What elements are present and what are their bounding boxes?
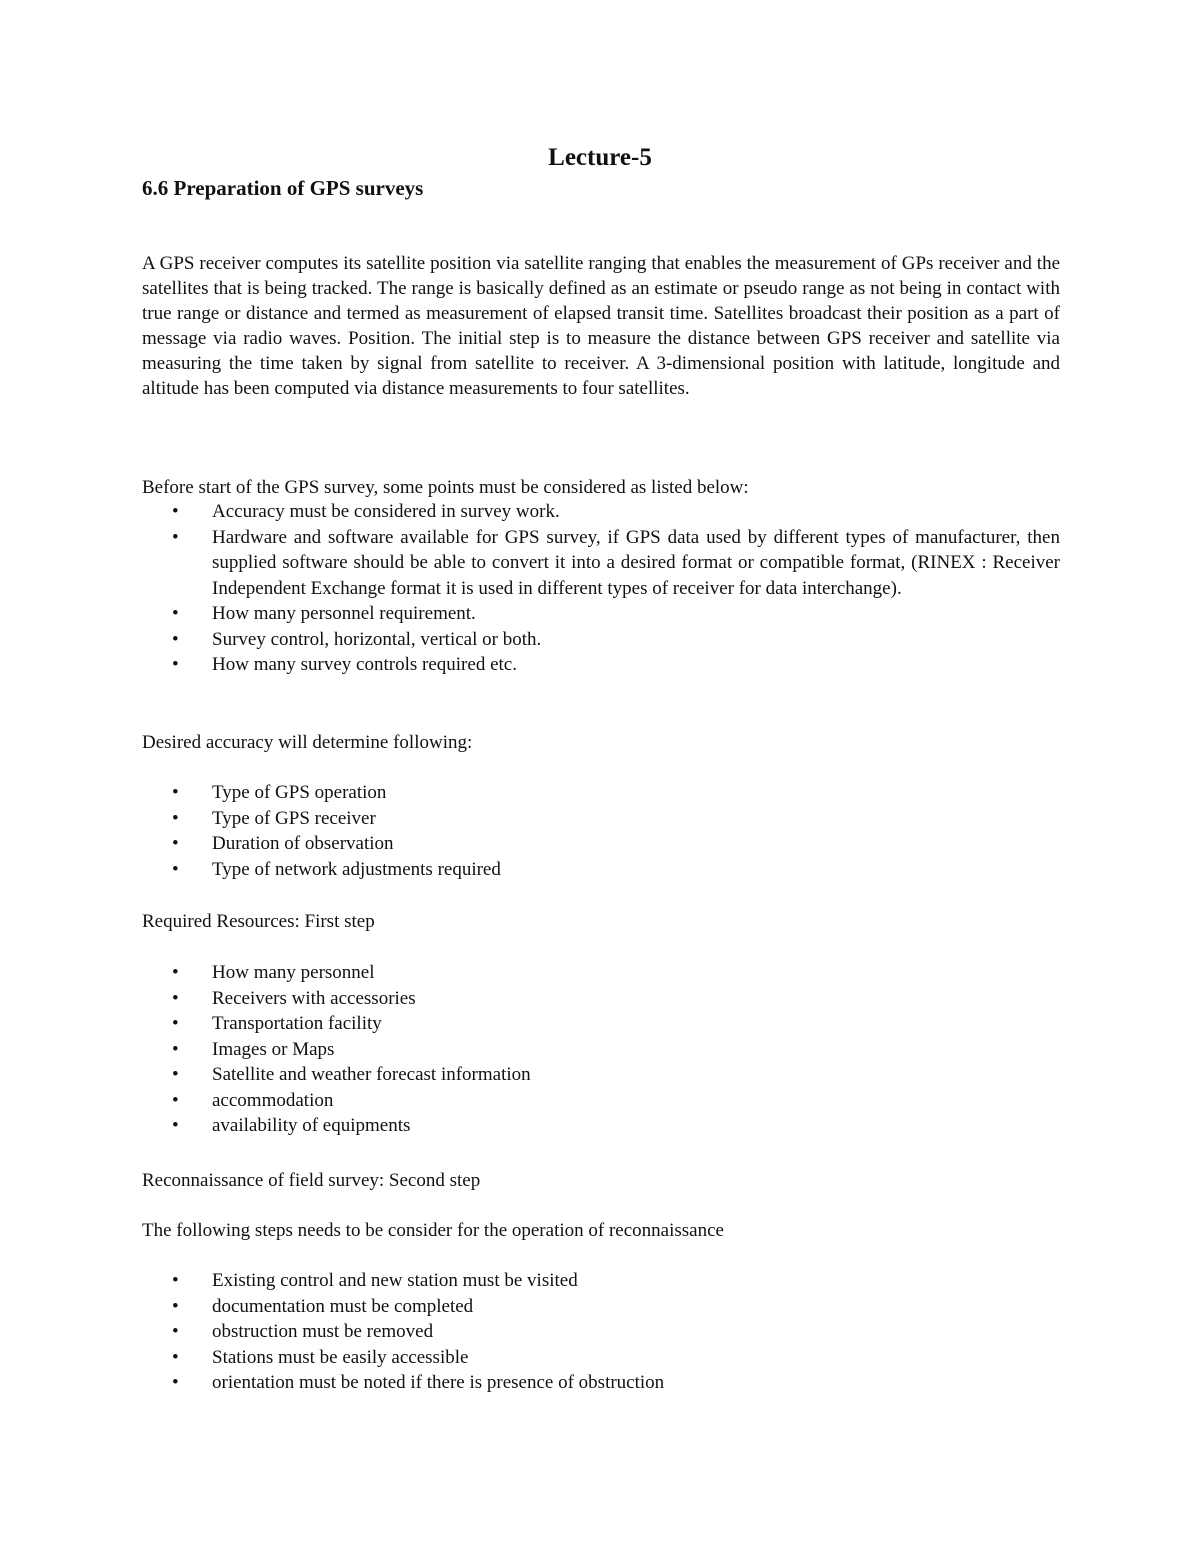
considerations-list	[142, 499, 1060, 678]
recon-list	[142, 1268, 1060, 1396]
list-item: • Satellite and weather forecast information	[142, 1062, 1060, 1088]
list-item: • Transportation facility	[142, 1011, 1060, 1037]
list-item: • obstruction must be removed	[142, 1319, 1060, 1345]
list-item: • Type of GPS operation	[142, 780, 1060, 806]
list-item: • Accuracy must be considered in survey work.	[142, 499, 1060, 525]
list-item: • How many personnel requirement.	[142, 601, 1060, 627]
list-item: • Survey control, horizontal, vertical or both.	[142, 627, 1060, 653]
list-item: • Receivers with accessories	[142, 986, 1060, 1012]
accuracy-intro: Desired accuracy will determine following:	[142, 732, 473, 753]
list-item: • orientation must be noted if there is presence of obstruction	[142, 1370, 1060, 1396]
resources-list	[142, 960, 1060, 1139]
lecture-title: Lecture-5	[548, 144, 652, 171]
page-title	[0, 142, 1200, 174]
intro-paragraph: A GPS receiver computes its satellite position via satellite ranging that enables the measurement of GPs receiver and the satellites that is being tracked. The range is basically defined as an estimate or pseudo range as not being in contact with true range or distance and termed as measurement of elapsed transit time. Satellites broadcast their position as a part of message via radio waves. Position. The initial step is to measure the distance between GPS receiver and satellite via measuring the time taken by signal from satellite to receiver. A 3-dimensional position with latitude, longitude and altitude has been computed via distance measurements to four satellites.	[142, 253, 1060, 400]
list-item: • Images or Maps	[142, 1037, 1060, 1063]
list-item: • availability of equipments	[142, 1113, 1060, 1139]
accuracy-list	[142, 780, 1060, 882]
list-item: • Type of GPS receiver	[142, 806, 1060, 832]
recon-heading: Reconnaissance of field survey: Second step	[142, 1170, 481, 1191]
resources-heading: Required Resources: First step	[142, 911, 375, 932]
considerations-intro: Before start of the GPS survey, some points must be considered as listed below:	[142, 477, 749, 498]
list-item: • Existing control and new station must be visited	[142, 1268, 1060, 1294]
list-item: • Hardware and software available for GPS survey, if GPS data used by different types of manufacturer, then supplied software should be able to convert it into a desired format or compatible format, (RINEX : Receiver Independent Exchange format it is used in different types of receiver for data interchange).	[142, 525, 1060, 602]
list-item: • How many survey controls required etc.	[142, 652, 1060, 678]
list-item: • Duration of observation	[142, 831, 1060, 857]
list-item: • accommodation	[142, 1088, 1060, 1114]
list-item: • How many personnel	[142, 960, 1060, 986]
recon-intro: The following steps needs to be consider for the operation of reconnaissance	[142, 1220, 724, 1241]
section-heading: 6.6 Preparation of GPS surveys	[142, 176, 424, 200]
list-item: • Type of network adjustments required	[142, 857, 1060, 883]
list-item: • Stations must be easily accessible	[142, 1345, 1060, 1371]
list-item: • documentation must be completed	[142, 1294, 1060, 1320]
